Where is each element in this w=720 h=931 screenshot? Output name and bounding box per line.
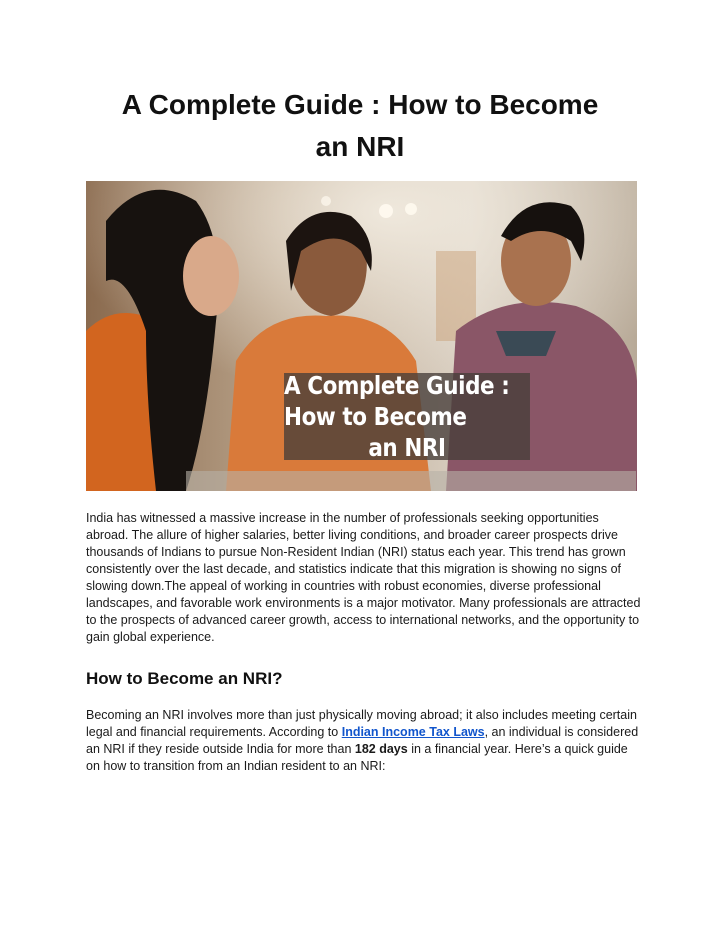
hero-image xyxy=(86,181,637,491)
intro-paragraph: India has witnessed a massive increase in the number of professionals seeking opportunities abroad. The allure of higher salaries, better living conditions, and broader career prospects drive thousands of Indians to pursue Non-Resident Indian (NRI) status each year. This trend has grown consistently over the last decade, and statistics indicate that this migration is showing no signs of slowing down.The appeal of working in countries with robust economies, diverse professional landscapes, and favorable work environments is a major motivator. Many professionals are attracted to the prospects of advanced career growth, access to international networks, and the opportunity to gain global experience. xyxy=(86,511,641,644)
income-tax-laws-link[interactable]: Indian Income Tax Laws xyxy=(341,725,485,739)
section-text-part-3: in a financial year. Here’s a quick guide on how to transition from an Indian resident to an NRI: xyxy=(86,742,628,773)
section-paragraph xyxy=(86,707,642,775)
hero-caption-line-1: A Complete Guide : How to Become xyxy=(284,371,510,431)
title-line-1: A Complete Guide : How to Become xyxy=(121,89,599,120)
page-title xyxy=(60,84,660,168)
title-line-2: an NRI xyxy=(315,131,405,162)
hero-caption xyxy=(284,373,530,460)
bold-days-text: 182 days xyxy=(354,742,408,756)
hero-caption-line-2: an NRI xyxy=(368,433,446,462)
section-text-part-1: Becoming an NRI involves more than just physically moving abroad; it also includes meeting certain legal and financial requirements. According to xyxy=(86,708,637,739)
section-heading: How to Become an NRI? xyxy=(86,669,283,688)
section-text-part-2: , an individual is considered an NRI if they reside outside India for more than xyxy=(86,725,639,756)
